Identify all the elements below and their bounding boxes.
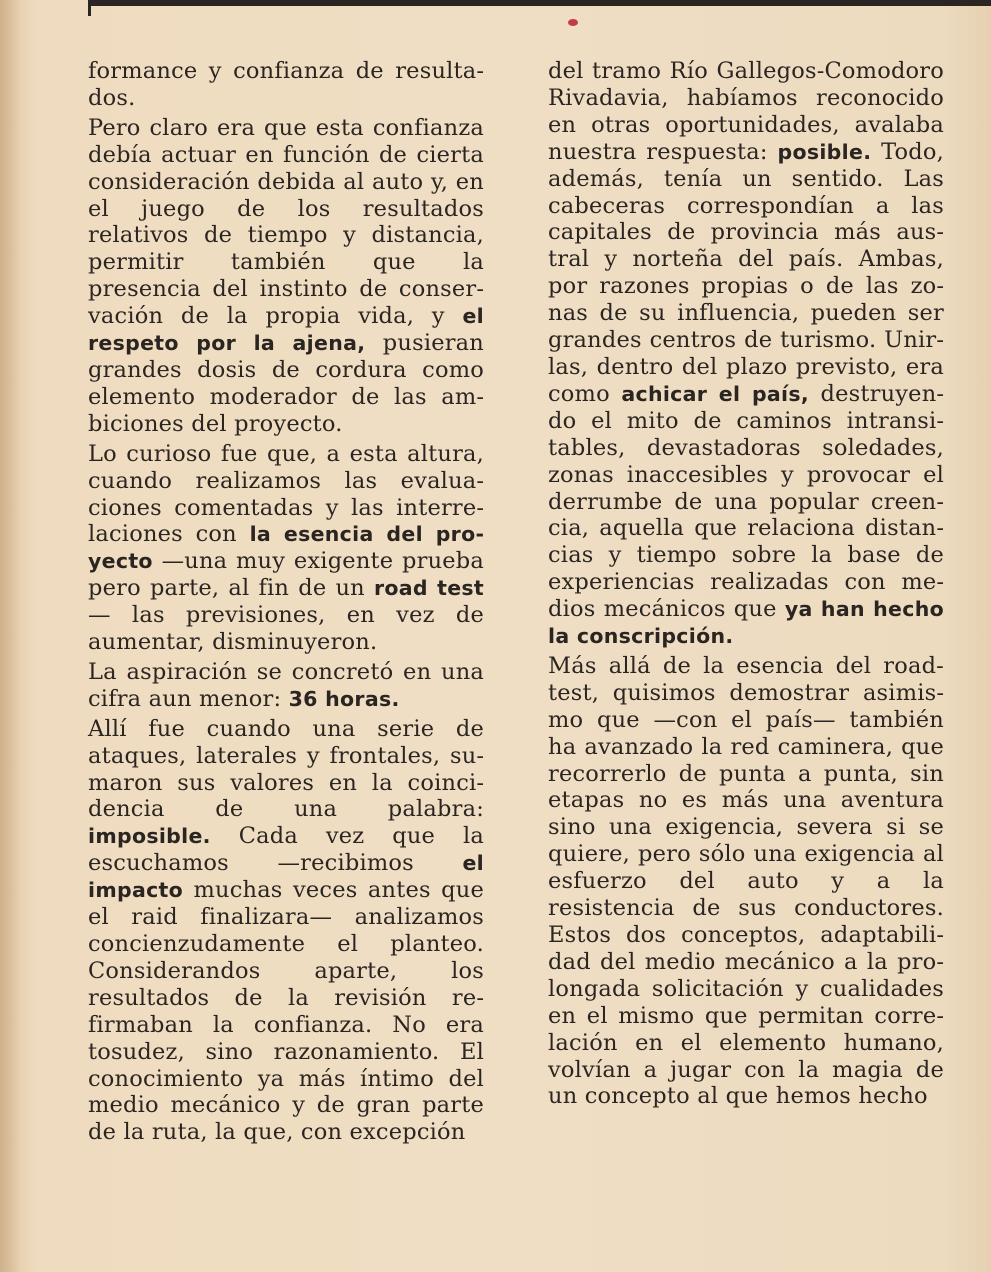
top-rule (88, 0, 991, 6)
ink-mark (568, 19, 578, 26)
bold-phrase: 36 horas. (288, 686, 400, 711)
paragraph (88, 58, 484, 112)
bold-phrase: imposible. (88, 824, 211, 849)
text-run: del tramo Río Gallegos-Comodoro Rivadavia, habíamos reconocido en otras oportunidades, avalaba nuestra respuesta: (548, 58, 944, 165)
text-run: —una muy exigente prueba pero parte, al fin de un (88, 548, 484, 602)
right-column (548, 58, 944, 1110)
bold-phrase: ya han hecho la conscripción. (548, 597, 944, 649)
bold-phrase: el impacto (88, 851, 484, 903)
bold-phrase: posible. (777, 139, 872, 164)
paragraph (88, 441, 484, 656)
text-run: Más allá de la esencia del road-test, quisimos demostrar asimismo que —con el país— también ha avanzado la red caminera, que recorrerlo de punta a punta, sin etapas no es más una aventura sino una exigencia, severa si se quiere, pero sólo una exigencia al esfuerzo del auto y a la resistencia de sus conductores. Estos dos conceptos, adaptabilidad del medio mecánico a la prolongada solicitación y cualidades en el mismo que permitan correlación en el elemento humano, volvían a jugar con la magia de un concepto al que hemos hecho (548, 652, 944, 1110)
text-run: Lo curioso fue que, a esta altura, cuando realizamos las evaluaciones comentadas y las interrelaciones con (88, 440, 484, 548)
left-column (88, 58, 484, 1146)
text-run: muchas veces antes que el raid finalizara— analizamos concienzudamente el planteo. Considerandos aparte, los resultados de la revisión refirmaban la confianza. No era tosudez, sino razonamiento. El conocimiento ya más íntimo del medio mecánico y de gran parte de la ruta, la que, con excepción (88, 877, 484, 1146)
text-run: Todo, además, tenía un sentido. Las cabeceras correspondían a las capitales de provincia más austral y norteña del país. Ambas, por razones propias o de las zonas de su influencia, pueden ser grandes centros de turismo. Unirlas, dentro del plazo previsto, era como (548, 138, 944, 407)
bold-phrase: road test (373, 576, 484, 601)
paragraph (88, 115, 484, 438)
paragraph (548, 653, 944, 1110)
text-run: formance y confianza de resultados. (88, 58, 484, 111)
text-run: Allí fue cuando una serie de ataques, laterales y frontales, sumaron sus valores en la coincidencia de una palabra: (88, 715, 484, 823)
text-run: Cada vez que la escuchamos —recibimos (88, 823, 484, 877)
text-run: destruyendo el mito de caminos intransitables, devastadoras soledades, zonas inaccesibles y provocar el derrumbe de una popular creencia, aquella que relaciona distancias y tiempo sobre la base de experiencias realizadas con medios mecánicos que (548, 380, 945, 623)
paragraph (88, 659, 484, 713)
bold-phrase: el respeto por la ajena, (88, 304, 484, 356)
paragraph (548, 58, 944, 650)
text-run: pusieran grandes dosis de cordura como elemento moderador de las ambiciones del proyecto. (88, 330, 484, 437)
text-run: La aspiración se concretó en una cifra aun menor: (88, 658, 484, 712)
bold-phrase: achicar el país, (621, 381, 809, 406)
top-rule-corner (88, 0, 91, 16)
page-fold-shadow (0, 0, 22, 1272)
paragraph (88, 716, 484, 1147)
bold-phrase: la esencia del proyecto (88, 522, 484, 574)
text-run: Pero claro era que esta confianza debía actuar en función de cierta consideración debida al auto y, en el juego de los resultados relativos de tiempo y distancia, permitir también que la presencia del instinto de conservación de la propia vida, y (88, 114, 484, 330)
text-run: — las previsiones, en vez de aumentar, disminuyeron. (88, 602, 484, 656)
